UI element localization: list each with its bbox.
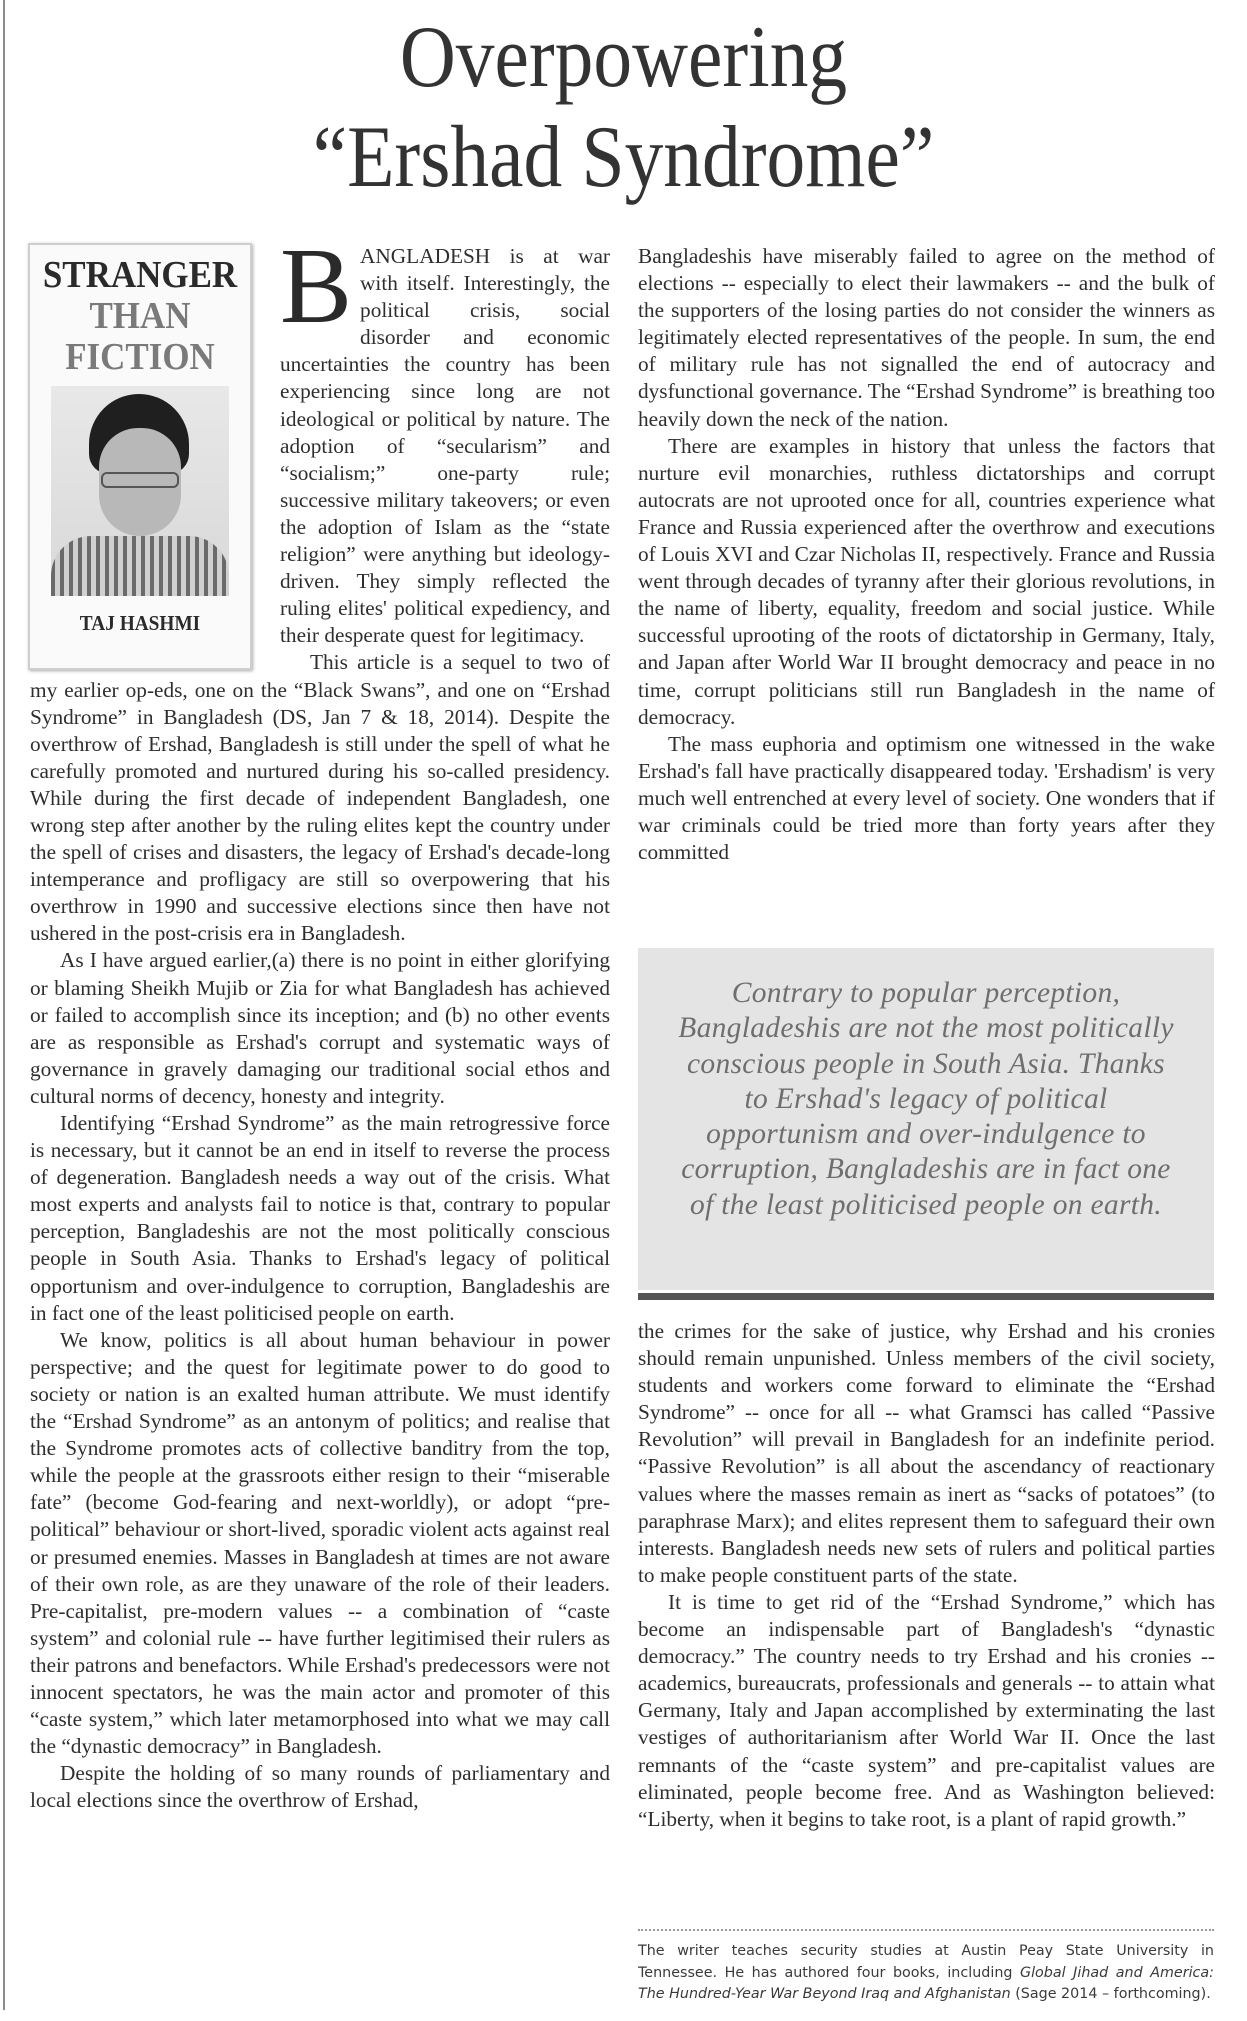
column-title-fiction: FICTION [65,336,215,378]
book-title: Global Jihad and America: The Hundred-Year War Beyond Iraq and Afghanistan [638,1964,1215,2002]
paragraph-3: As I have argued earlier,(a) there is no point in either glorifying or blaming Sheikh Mujib or Zia for what Bangladesh has achieved or failed to accomplish since its inception; and (b) no other events are as responsible as Ershad's corrupt and systematic ways of governance in gravely damaging our traditional social ethos and cultural norms of decency, honesty and integrity. [30,948,610,1108]
paragraph-4: Identifying “Ershad Syndrome” as the main retrogressive force is necessary, but it cannot be an end in itself to reverse the process of degeneration. Bangladesh needs a way out of the crisis. What most experts and analysts fail to notice is that, contrary to popular perception, Bangladeshis are not the most politically conscious people in South Asia. Thanks to Ershad's legacy of political opportunism and over-indulgence to corruption, Bangladeshis are in fact one of the least politicised people on earth. [30,1111,610,1325]
author-bio-note [638,1941,1214,2006]
article-column-right-lower [638,1318,1215,1833]
column-title-than: THAN [89,295,191,337]
pull-quote [638,948,1214,1290]
paragraph-5: We know, politics is all about human behaviour in power perspective; and the quest for legitimate power to do good to society or nation is an exalted human attribute. We must identify the “Ershad Syndrome” as an antonym of politics; and realise that the Syndrome promotes acts of collective banditry from the top, while the people at the grassroots either resign to their “miserable fate” (become God-fearing and next-worldly), or adopt “pre-political” behaviour or short-lived, sporadic violent acts against real or presumed enemies. Masses in Bangladesh at times are not aware of their own role, as are they unaware of the role of their leaders. Pre-capitalist, pre-modern values -- a combination of “caste system” and colonial rule -- have further legitimised their rulers as their patrons and benefactors. While Ershad's predecessors were not innocent spectators, he was the main actor and promoter of this “caste system,” which later metamorphosed into what we may call the “dynastic democracy” in Bangladesh. [30,1327,610,1759]
footer-dotted-rule [638,1929,1214,1931]
paragraph-2: This article is a sequel to two of my earlier op-eds, one on the “Black Swans”, and one on “Ershad Syndrome” in Bangladesh (DS, Jan 7 & 18, 2014). Despite the overthrow of Ershad, Bangladesh is still under the spell of what he carefully promoted and nurtured during his so-called presidency. While during the first decade of independent Bangladesh, one wrong step after another by the ruling elites kept the country under the spell of crises and disasters, the legacy of Ershad's decade-long intemperance and profligacy are still so overpowering that his overthrow in 1990 and successive elections since then have not ushered in the post-crisis era in Bangladesh. [30,650,610,946]
page-edge-rule [3,0,5,2010]
author-photo-icon [51,386,229,596]
headline-line-1: Overpowering [399,9,848,106]
pull-quote-bar [638,1293,1214,1300]
article-column-right [638,243,1215,866]
paragraph-8-start: The mass euphoria and optimism one witnessed in the wake Ershad's fall have practically disappeared today. 'Ershadism' is very much well entrenched at every level of society. One wonders that if war criminals could be tried more than forty years after they committed [638,731,1215,865]
bio-text-1: The writer teaches security studies at Austin Peay State University in Tennessee. He has authored four books, including [638,1943,1214,1981]
paragraph-1-text: ANGLADESH is at war with itself. Interestingly, the political crisis, social disorder and economic uncertainties the country has been experiencing since long are not ideological or political by nature. The adoption of “secularism” and “socialism;” one-party rule; successive military takeovers; or even the adoption of Islam as the “state religion” were anything but ideology-driven. They simply reflected the ruling elites' political expediency, and their desperate quest for legitimacy. [280,244,610,648]
paragraph-8-continued: the crimes for the sake of justice, why Ershad and his cronies should remain unpunished. Unless members of the civil society, students and workers come forward to eliminate the “Ershad Syndrome” -- once for all -- what Gramsci has called “Passive Revolution” will prevail in Bangladesh for an indefinite period. “Passive Revolution” is all about the ascendancy of reactionary values where the masses remain as inert as “sacks of potatoes” (to paraphrase Marx); and elites represent them to safeguard their own interests. Bangladesh needs new sets of rulers and political parties to make people constituent parts of the state. [638,1319,1215,1587]
column-title [30,255,250,378]
column-author-box [28,243,252,670]
drop-cap: B [280,227,353,346]
paragraph-9: It is time to get rid of the “Ershad Syndrome,” which has become an indispensable part of Bangladesh's “dynastic democracy.” The country needs to try Ershad and his cronies -- academics, bureaucrats, professionals and generals -- to attain what Germany, Italy and Japan accomplished by exterminating the last vestiges of authoritarianism after World War II. Once the last remnants of the “caste system” and pre-capitalist values are eliminated, people become free. And as Washington believed: “Liberty, when it begins to take root, is a plant of rapid growth.” [638,1589,1215,1831]
paragraph-6-start: Despite the holding of so many rounds of parliamentary and local elections since the overthrow of Ershad, [30,1761,610,1813]
column-title-stranger: STRANGER [42,254,238,296]
article-column-left [30,227,610,1814]
paragraph-6-continued: Bangladeshis have miserably failed to agree on the method of elections -- especially to elect their lawmakers -- and the bulk of the supporters of the losing parties do not consider the winners as legitimately elected representatives of the people. In sum, the end of military rule has not signalled the end of autocracy and dysfunctional governance. The “Ershad Syndrome” is breathing too heavily down the neck of the nation. [638,244,1215,431]
headline-line-2: “Ershad Syndrome” [312,109,935,206]
paragraph-7: There are examples in history that unless the factors that nurture evil monarchies, ruthless dictatorships and corrupt autocrats are not uprooted once for all, countries experience what France and Russia experienced after the overthrow and executions of Louis XVI and Czar Nicholas II, respectively. France and Russia went through decades of tyranny after their glorious revolutions, in the name of liberty, equality, freedom and social justice. While successful uprooting of the roots of dictatorship in Germany, Italy, and Japan after World War II brought democracy and peace in no time, corrupt politicians still run Bangladesh in the name of democracy. [638,433,1215,729]
pull-quote-text: Contrary to popular perception, Bangladeshis are not the most politically conscious people in South Asia. Thanks to Ershad's legacy of political opportunism and over-indulgence to corruption, Bangladeshis are in fact one of the least politicised people on earth. [678,977,1174,1221]
headline [0,8,1247,208]
author-name: TAJ HASHMI [79,611,201,635]
bio-text-2: (Sage 2014 – forthcoming). [1010,1986,1211,2002]
